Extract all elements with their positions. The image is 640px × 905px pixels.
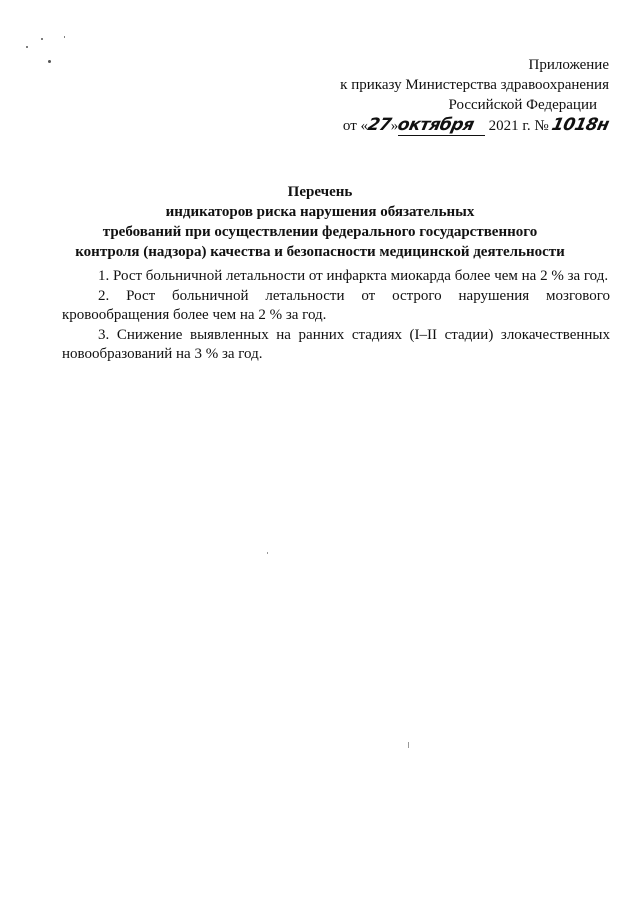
title-line-3: требований при осуществлении федерального государственного: [102, 224, 538, 240]
list-item: 1. Рост больничной летальности от инфаркта миокарда более чем на 2 % за год.: [98, 268, 609, 284]
appendix-label: Приложение: [528, 57, 609, 73]
scan-speck: [41, 38, 43, 40]
federation-label: Российской Федерации: [448, 97, 597, 113]
month-underline: [398, 116, 485, 136]
handwritten-order-number: 1018н: [550, 115, 612, 135]
date-prefix: от «: [342, 118, 369, 134]
title-line-1: Перечень: [287, 184, 353, 200]
title-line-2: индикаторов риска нарушения обязательных: [165, 204, 475, 220]
year-and-number-label: 2021 г. №: [488, 118, 549, 134]
date-line: [289, 115, 612, 136]
indicator-list: [62, 267, 610, 365]
date-separator: »: [390, 118, 399, 134]
list-item: 3. Снижение выявленных на ранних стадиях (I–II стадии) злокачественных новообразований на 3 % за год.: [62, 326, 610, 362]
scan-mark: [267, 552, 268, 554]
document-title: [30, 182, 610, 262]
scan-speck: [26, 46, 28, 48]
title-line-4: контроля (надзора) качества и безопасности медицинской деятельности: [75, 244, 565, 260]
scan-speck: [48, 60, 51, 63]
handwritten-day: 27: [365, 115, 393, 135]
list-item: 2. Рост больничной летальности от острого нарушения мозгового кровообращения более чем на 2 % за год.: [62, 287, 610, 323]
appendix-header: [289, 55, 612, 136]
scan-mark: [408, 742, 409, 748]
scan-speck: [64, 36, 65, 38]
order-reference: к приказу Министерства здравоохранения: [340, 77, 609, 93]
handwritten-month: октября: [396, 115, 476, 135]
